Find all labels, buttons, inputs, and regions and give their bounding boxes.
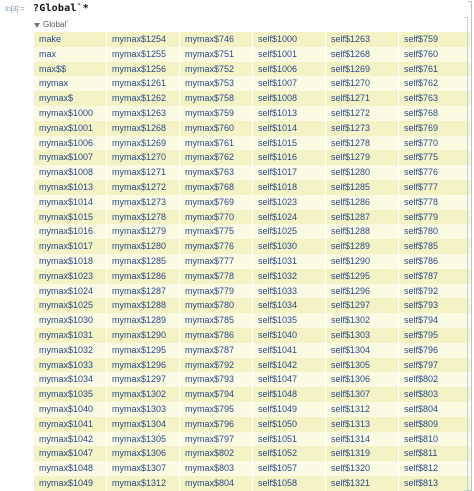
symbol-link[interactable]: mymax$1304 [107, 417, 179, 432]
symbol-link[interactable]: mymax$ [34, 91, 106, 106]
symbol-link[interactable]: mymax$1290 [107, 328, 179, 343]
symbol-link[interactable]: self$1305 [326, 358, 398, 373]
symbol-link[interactable]: self$1269 [326, 62, 398, 77]
symbol-link[interactable]: self$1297 [326, 298, 398, 313]
symbol-link[interactable]: mymax$1296 [107, 358, 179, 373]
symbol-link[interactable]: self$1290 [326, 254, 398, 269]
symbol-link[interactable]: mymax$1270 [107, 150, 179, 165]
symbol-link[interactable]: self$792 [399, 284, 470, 299]
table-row [34, 195, 470, 210]
symbol-link[interactable]: self$795 [399, 328, 470, 343]
symbol-link[interactable]: mymax$780 [180, 298, 252, 313]
symbol-link[interactable]: mymax$1025 [34, 298, 106, 313]
symbol-link[interactable]: mymax$1008 [34, 165, 106, 180]
symbol-link[interactable]: self$793 [399, 298, 470, 313]
table-row [34, 402, 470, 417]
symbol-link[interactable]: self$1013 [253, 106, 325, 121]
symbol-link[interactable]: mymax$1312 [107, 476, 179, 491]
symbol-link[interactable]: mymax$794 [180, 387, 252, 402]
symbol-link[interactable]: self$794 [399, 313, 470, 328]
table-row [34, 239, 470, 254]
symbol-link[interactable]: self$1017 [253, 165, 325, 180]
symbol-link[interactable]: self$1042 [253, 358, 325, 373]
symbol-link[interactable]: self$776 [399, 165, 470, 180]
symbol-link[interactable]: self$768 [399, 106, 470, 121]
symbol-link[interactable]: mymax$1288 [107, 298, 179, 313]
symbol-link[interactable]: mymax$796 [180, 417, 252, 432]
symbol-link[interactable]: self$1023 [253, 195, 325, 210]
symbol-link[interactable]: self$770 [399, 136, 470, 151]
symbol-link[interactable]: self$1024 [253, 210, 325, 225]
input-expression[interactable]: ?Global`* [33, 3, 89, 14]
symbol-link[interactable]: self$779 [399, 210, 470, 225]
symbol-link[interactable]: self$1302 [326, 313, 398, 328]
symbol-link[interactable]: mymax$793 [180, 372, 252, 387]
symbol-link[interactable]: self$1304 [326, 343, 398, 358]
symbol-link[interactable]: self$1030 [253, 239, 325, 254]
table-row [34, 254, 470, 269]
symbol-table [33, 32, 471, 491]
symbol-link[interactable]: mymax$1014 [34, 195, 106, 210]
table-row [34, 150, 470, 165]
symbol-link[interactable]: self$777 [399, 180, 470, 195]
symbol-link[interactable]: mymax$752 [180, 62, 252, 77]
symbol-link[interactable]: mymax$1255 [107, 47, 179, 62]
symbol-link[interactable]: self$1035 [253, 313, 325, 328]
table-row [34, 284, 470, 299]
symbol-link[interactable]: self$1280 [326, 165, 398, 180]
symbol-link[interactable]: mymax$1303 [107, 402, 179, 417]
table-row [34, 106, 470, 121]
symbol-link[interactable]: mymax$787 [180, 343, 252, 358]
symbol-link[interactable]: mymax$1297 [107, 372, 179, 387]
symbol-link[interactable]: mymax$1035 [34, 387, 106, 402]
symbol-link[interactable]: self$1006 [253, 62, 325, 77]
symbol-link[interactable]: mymax$775 [180, 224, 252, 239]
symbol-link[interactable]: mymax$1040 [34, 402, 106, 417]
table-row [34, 461, 470, 476]
symbol-link[interactable]: mymax$1302 [107, 387, 179, 402]
table-row [34, 91, 470, 106]
symbol-link[interactable]: mymax$778 [180, 269, 252, 284]
symbol-link[interactable]: mymax$1006 [34, 136, 106, 151]
symbol-link[interactable]: self$1270 [326, 76, 398, 91]
symbol-link[interactable]: mymax$1041 [34, 417, 106, 432]
symbol-link[interactable]: self$785 [399, 239, 470, 254]
symbol-link[interactable]: self$813 [399, 476, 470, 491]
cell-in-label: In[3]:= [5, 6, 25, 13]
symbol-link[interactable]: self$811 [399, 446, 470, 461]
symbol-link[interactable]: self$1313 [326, 417, 398, 432]
symbol-link[interactable]: self$1272 [326, 106, 398, 121]
symbol-link[interactable]: self$1007 [253, 76, 325, 91]
symbol-link[interactable]: mymax$1030 [34, 313, 106, 328]
symbol-link[interactable]: max$$ [34, 62, 106, 77]
symbol-link[interactable]: self$810 [399, 432, 470, 447]
table-row [34, 372, 470, 387]
symbol-link[interactable]: mymax$753 [180, 76, 252, 91]
symbol-link[interactable]: mymax$777 [180, 254, 252, 269]
symbol-link[interactable]: mymax$1286 [107, 269, 179, 284]
symbol-link[interactable]: mymax$803 [180, 461, 252, 476]
symbol-link[interactable]: self$1279 [326, 150, 398, 165]
symbol-link[interactable]: mymax$795 [180, 402, 252, 417]
symbol-link[interactable]: self$1319 [326, 446, 398, 461]
symbol-link[interactable]: mymax$1013 [34, 180, 106, 195]
table-row [34, 224, 470, 239]
symbol-link[interactable]: self$1306 [326, 372, 398, 387]
symbol-link[interactable]: mymax$1272 [107, 180, 179, 195]
symbol-link[interactable]: max [34, 47, 106, 62]
symbol-link[interactable]: mymax$1269 [107, 136, 179, 151]
symbol-link[interactable]: mymax$746 [180, 32, 252, 47]
symbol-link[interactable]: mymax$1034 [34, 372, 106, 387]
symbol-link[interactable]: self$1303 [326, 328, 398, 343]
symbol-link[interactable]: mymax$1000 [34, 106, 106, 121]
symbol-link[interactable]: mymax$1305 [107, 432, 179, 447]
symbol-link[interactable]: mymax$1007 [34, 150, 106, 165]
symbol-link[interactable]: self$1287 [326, 210, 398, 225]
symbol-link[interactable]: mymax$1017 [34, 239, 106, 254]
symbol-link[interactable]: self$1040 [253, 328, 325, 343]
table-row [34, 358, 470, 373]
table-row [34, 476, 470, 491]
symbol-link[interactable]: mymax$1306 [107, 446, 179, 461]
symbol-link[interactable]: mymax$751 [180, 47, 252, 62]
table-row [34, 136, 470, 151]
symbol-link[interactable]: self$769 [399, 121, 470, 136]
symbol-link[interactable]: self$803 [399, 387, 470, 402]
symbol-link[interactable]: self$1015 [253, 136, 325, 151]
symbol-link[interactable]: self$778 [399, 195, 470, 210]
symbol-link[interactable]: self$1047 [253, 372, 325, 387]
symbol-link[interactable]: self$762 [399, 76, 470, 91]
symbol-link[interactable]: mymax$797 [180, 432, 252, 447]
symbol-link[interactable]: mymax$785 [180, 313, 252, 328]
symbol-link[interactable]: mymax$758 [180, 91, 252, 106]
symbol-link[interactable]: mymax$1278 [107, 210, 179, 225]
symbol-link[interactable]: mymax$1279 [107, 224, 179, 239]
symbol-link[interactable]: mymax$760 [180, 121, 252, 136]
symbol-link[interactable]: make [34, 32, 106, 47]
symbol-link[interactable]: self$760 [399, 47, 470, 62]
symbol-link[interactable]: mymax$1256 [107, 62, 179, 77]
symbol-link[interactable]: self$809 [399, 417, 470, 432]
table-row [34, 165, 470, 180]
symbol-link[interactable]: mymax$1273 [107, 195, 179, 210]
symbol-link[interactable]: self$802 [399, 372, 470, 387]
symbol-link[interactable]: self$787 [399, 269, 470, 284]
symbol-link[interactable]: mymax$1289 [107, 313, 179, 328]
symbol-link[interactable]: self$1278 [326, 136, 398, 151]
table-row [34, 32, 470, 47]
symbol-link[interactable]: self$1314 [326, 432, 398, 447]
symbol-link[interactable]: mymax$761 [180, 136, 252, 151]
symbol-link[interactable]: self$1008 [253, 91, 325, 106]
symbol-link[interactable]: self$1285 [326, 180, 398, 195]
symbol-link[interactable]: mymax$1280 [107, 239, 179, 254]
symbol-link[interactable]: mymax$1307 [107, 461, 179, 476]
symbol-link[interactable]: mymax$759 [180, 106, 252, 121]
symbol-link[interactable]: self$1263 [326, 32, 398, 47]
symbol-link[interactable]: mymax$1271 [107, 165, 179, 180]
symbol-link[interactable]: self$1000 [253, 32, 325, 47]
symbol-link[interactable]: self$1296 [326, 284, 398, 299]
symbol-link[interactable]: self$1049 [253, 402, 325, 417]
symbol-link[interactable]: mymax$792 [180, 358, 252, 373]
symbol-link[interactable]: mymax$1049 [34, 476, 106, 491]
symbol-link[interactable]: self$761 [399, 62, 470, 77]
symbol-link[interactable]: self$786 [399, 254, 470, 269]
symbol-link[interactable]: self$1048 [253, 387, 325, 402]
symbol-link[interactable]: mymax$1262 [107, 91, 179, 106]
symbol-link[interactable]: mymax$1001 [34, 121, 106, 136]
symbol-link[interactable]: self$1286 [326, 195, 398, 210]
symbol-link[interactable]: self$775 [399, 150, 470, 165]
symbol-link[interactable]: mymax$769 [180, 195, 252, 210]
table-row [34, 269, 470, 284]
symbol-link[interactable]: self$796 [399, 343, 470, 358]
symbol-link[interactable]: mymax$1042 [34, 432, 106, 447]
symbol-link[interactable]: mymax$763 [180, 165, 252, 180]
symbol-link[interactable]: self$1288 [326, 224, 398, 239]
table-row [34, 313, 470, 328]
table-row [34, 76, 470, 91]
symbol-link[interactable]: mymax$1023 [34, 269, 106, 284]
symbol-link[interactable]: mymax$1261 [107, 76, 179, 91]
symbol-link[interactable]: self$1057 [253, 461, 325, 476]
table-row [34, 387, 470, 402]
symbol-link[interactable]: mymax$1285 [107, 254, 179, 269]
symbol-link[interactable]: self$1041 [253, 343, 325, 358]
symbol-link[interactable]: mymax$1263 [107, 106, 179, 121]
symbol-link[interactable]: self$1050 [253, 417, 325, 432]
symbol-link[interactable]: mymax$1047 [34, 446, 106, 461]
table-row [34, 432, 470, 447]
symbol-link[interactable]: mymax$1048 [34, 461, 106, 476]
symbol-link[interactable]: self$1320 [326, 461, 398, 476]
symbol-link[interactable]: self$1271 [326, 91, 398, 106]
symbol-link[interactable]: self$780 [399, 224, 470, 239]
symbol-link[interactable]: mymax [34, 76, 106, 91]
table-row [34, 417, 470, 432]
table-row [34, 328, 470, 343]
symbol-link[interactable]: mymax$1016 [34, 224, 106, 239]
symbol-link[interactable]: self$1307 [326, 387, 398, 402]
table-row [34, 47, 470, 62]
symbol-link[interactable]: mymax$804 [180, 476, 252, 491]
symbol-link[interactable]: self$1321 [326, 476, 398, 491]
table-row [34, 343, 470, 358]
symbol-link[interactable]: self$1025 [253, 224, 325, 239]
context-group-header[interactable] [34, 20, 69, 29]
triangle-down-icon[interactable] [34, 23, 40, 28]
table-row [34, 446, 470, 461]
cell-bracket[interactable] [468, 1, 472, 491]
symbol-grid [33, 32, 464, 491]
symbol-link[interactable]: mymax$1031 [34, 328, 106, 343]
table-row [34, 298, 470, 313]
symbol-link[interactable]: mymax$1015 [34, 210, 106, 225]
symbol-link[interactable]: mymax$1295 [107, 343, 179, 358]
symbol-link[interactable]: self$1273 [326, 121, 398, 136]
symbol-link[interactable]: self$763 [399, 91, 470, 106]
symbol-link[interactable]: mymax$776 [180, 239, 252, 254]
symbol-link[interactable]: self$1034 [253, 298, 325, 313]
table-row [34, 121, 470, 136]
context-name: Global` [43, 20, 69, 29]
symbol-link[interactable]: self$1289 [326, 239, 398, 254]
output-cell-bracket[interactable] [464, 17, 468, 491]
symbol-link[interactable]: mymax$770 [180, 210, 252, 225]
symbol-link[interactable]: self$1001 [253, 47, 325, 62]
table-row [34, 62, 470, 77]
symbol-link[interactable]: mymax$779 [180, 284, 252, 299]
symbol-link[interactable]: self$759 [399, 32, 470, 47]
symbol-link[interactable]: mymax$802 [180, 446, 252, 461]
symbol-link[interactable]: self$1052 [253, 446, 325, 461]
symbol-link[interactable]: mymax$1268 [107, 121, 179, 136]
symbol-link[interactable]: self$1031 [253, 254, 325, 269]
symbol-link[interactable]: self$1312 [326, 402, 398, 417]
symbol-link[interactable]: self$1018 [253, 180, 325, 195]
symbol-link[interactable]: self$812 [399, 461, 470, 476]
symbol-link[interactable]: self$1051 [253, 432, 325, 447]
symbol-link[interactable]: mymax$786 [180, 328, 252, 343]
symbol-link[interactable]: mymax$1254 [107, 32, 179, 47]
symbol-link[interactable]: self$1032 [253, 269, 325, 284]
symbol-link[interactable]: mymax$1287 [107, 284, 179, 299]
symbol-link[interactable]: self$1033 [253, 284, 325, 299]
symbol-link[interactable]: self$1268 [326, 47, 398, 62]
symbol-link[interactable]: self$1014 [253, 121, 325, 136]
symbol-link[interactable]: mymax$1018 [34, 254, 106, 269]
table-row [34, 210, 470, 225]
symbol-link[interactable]: self$797 [399, 358, 470, 373]
symbol-link[interactable]: self$1058 [253, 476, 325, 491]
table-row [34, 180, 470, 195]
symbol-link[interactable]: self$1016 [253, 150, 325, 165]
symbol-link[interactable]: self$1295 [326, 269, 398, 284]
symbol-link[interactable]: mymax$1024 [34, 284, 106, 299]
symbol-link[interactable]: mymax$1033 [34, 358, 106, 373]
symbol-link[interactable]: mymax$1032 [34, 343, 106, 358]
symbol-link[interactable]: mymax$768 [180, 180, 252, 195]
symbol-link[interactable]: mymax$762 [180, 150, 252, 165]
symbol-link[interactable]: self$804 [399, 402, 470, 417]
